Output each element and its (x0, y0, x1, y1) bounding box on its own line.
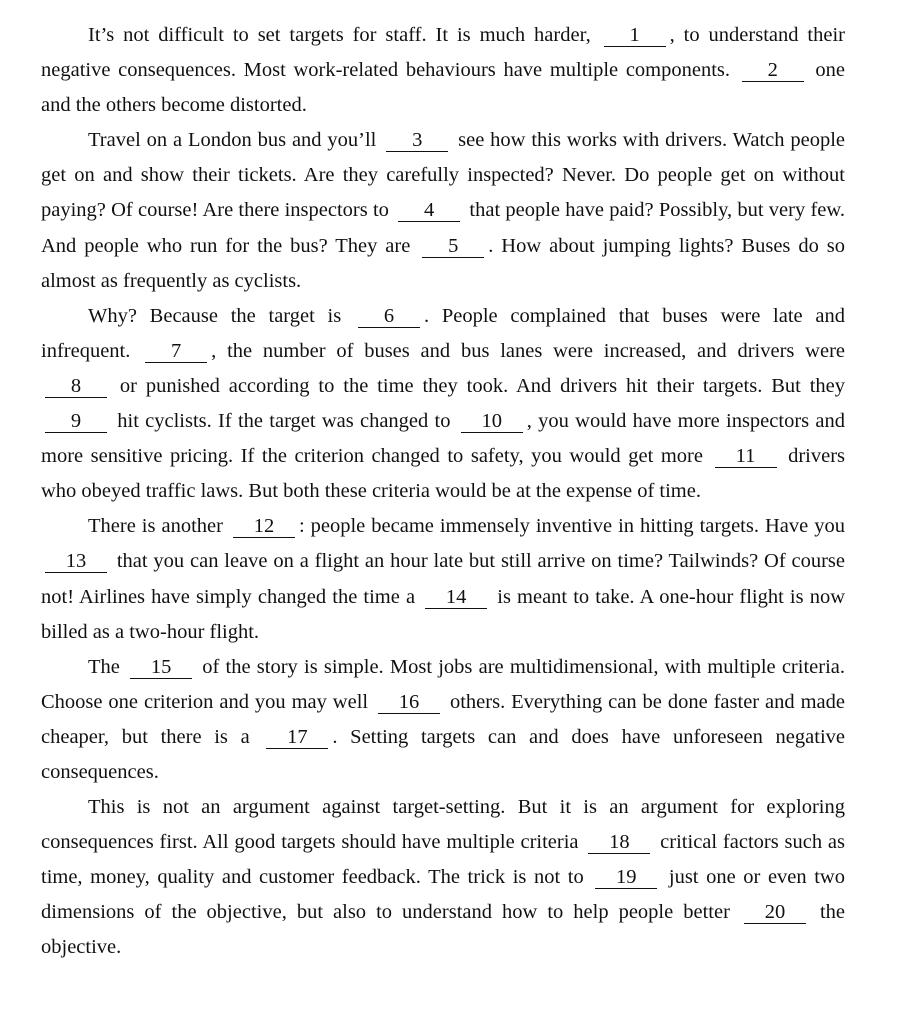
answer-blank[interactable]: 14 (425, 586, 487, 609)
passage-text: It’s not difficult to set targets for staff. It is much harder, (88, 24, 600, 46)
answer-blank[interactable]: 2 (742, 59, 804, 82)
answer-blank[interactable]: 8 (45, 375, 107, 398)
paragraph (41, 299, 845, 510)
answer-blank[interactable]: 19 (595, 866, 657, 889)
answer-blank[interactable]: 10 (461, 410, 523, 433)
answer-blank[interactable]: 6 (358, 305, 420, 328)
answer-blank[interactable]: 9 (45, 410, 107, 433)
passage-text: There is another (88, 515, 229, 538)
answer-blank[interactable]: 5 (422, 235, 484, 258)
passage-text: drivers who obeyed traffic laws. But both these criteria would be at the expense of time. (41, 445, 845, 503)
answer-blank[interactable]: 3 (386, 129, 448, 152)
passage-text: . How about jumping lights? Buses do so almost as frequently as cyclists. (41, 234, 845, 292)
passage-text: that you can leave on a flight an hour late but still arrive on time? Tailwinds? Of course not! Airlines have simply changed the time a (41, 550, 845, 608)
paragraph (41, 790, 845, 965)
passage-text: , to understand their negative consequences. Most work-related behaviours have multiple components. (41, 24, 845, 82)
passage-text: others. Everything can be done faster and made cheaper, but there is a (41, 690, 845, 748)
passage-text: or punished according to the time they took. And drivers hit their targets. But they (111, 374, 845, 397)
passage-text: This is not an argument against target-setting. But it is an argument for exploring consequences first. All good targets should have multiple criteria (41, 796, 845, 854)
passage-text: . People complained that buses were late and infrequent. (41, 304, 845, 362)
answer-blank[interactable]: 1 (604, 24, 666, 47)
answer-blank[interactable]: 7 (145, 340, 207, 363)
answer-blank[interactable]: 20 (744, 901, 806, 924)
passage-text: just one or even two dimensions of the objective, but also to understand how to help people better (41, 866, 845, 924)
passage-text: is meant to take. A one-hour flight is now billed as a two-hour flight. (41, 585, 845, 643)
answer-blank[interactable]: 17 (266, 726, 328, 749)
answer-blank[interactable]: 16 (378, 691, 440, 714)
cloze-passage (41, 18, 845, 966)
passage-text: hit cyclists. If the target was changed to (111, 410, 457, 433)
passage-text: Why? Because the target is (88, 304, 354, 327)
passage-text: see how this works with drivers. Watch people get on and show their tickets. Are they carefully inspected? Never. Do people get on without paying? Of course! Are there inspectors to (41, 129, 846, 222)
passage-text: : people became immensely inventive in hitting targets. Have you (298, 515, 845, 538)
passage-text: . Setting targets can and does have unforeseen negative consequences. (41, 725, 845, 783)
paragraph (41, 509, 845, 649)
passage-text: , the number of buses and bus lanes were increased, and drivers were (211, 339, 845, 362)
answer-blank[interactable]: 15 (130, 656, 192, 679)
paragraph (41, 650, 845, 790)
passage-text: critical factors such as time, money, quality and customer feedback. The trick is not to (41, 831, 845, 889)
answer-blank[interactable]: 11 (715, 445, 777, 468)
passage-text: that people have paid? Possibly, but very few. And people who run for the bus? They are (41, 199, 845, 257)
answer-blank[interactable]: 18 (588, 831, 650, 854)
passage-text: the objective. (41, 901, 845, 959)
passage-text: Travel on a London bus and you’ll (88, 129, 383, 152)
paragraph (41, 123, 845, 298)
answer-blank[interactable]: 13 (45, 550, 107, 573)
paragraph (41, 18, 845, 123)
passage-text: , you would have more inspectors and more sensitive pricing. If the criterion changed to safety, you would get more (41, 410, 845, 468)
passage-text: of the story is simple. Most jobs are multidimensional, with multiple criteria. Choose one criterion and you may well (41, 655, 845, 713)
passage-text: The (88, 655, 127, 678)
answer-blank[interactable]: 4 (398, 199, 460, 222)
answer-blank[interactable]: 12 (233, 515, 295, 538)
passage-text: one and the others become distorted. (41, 59, 845, 117)
